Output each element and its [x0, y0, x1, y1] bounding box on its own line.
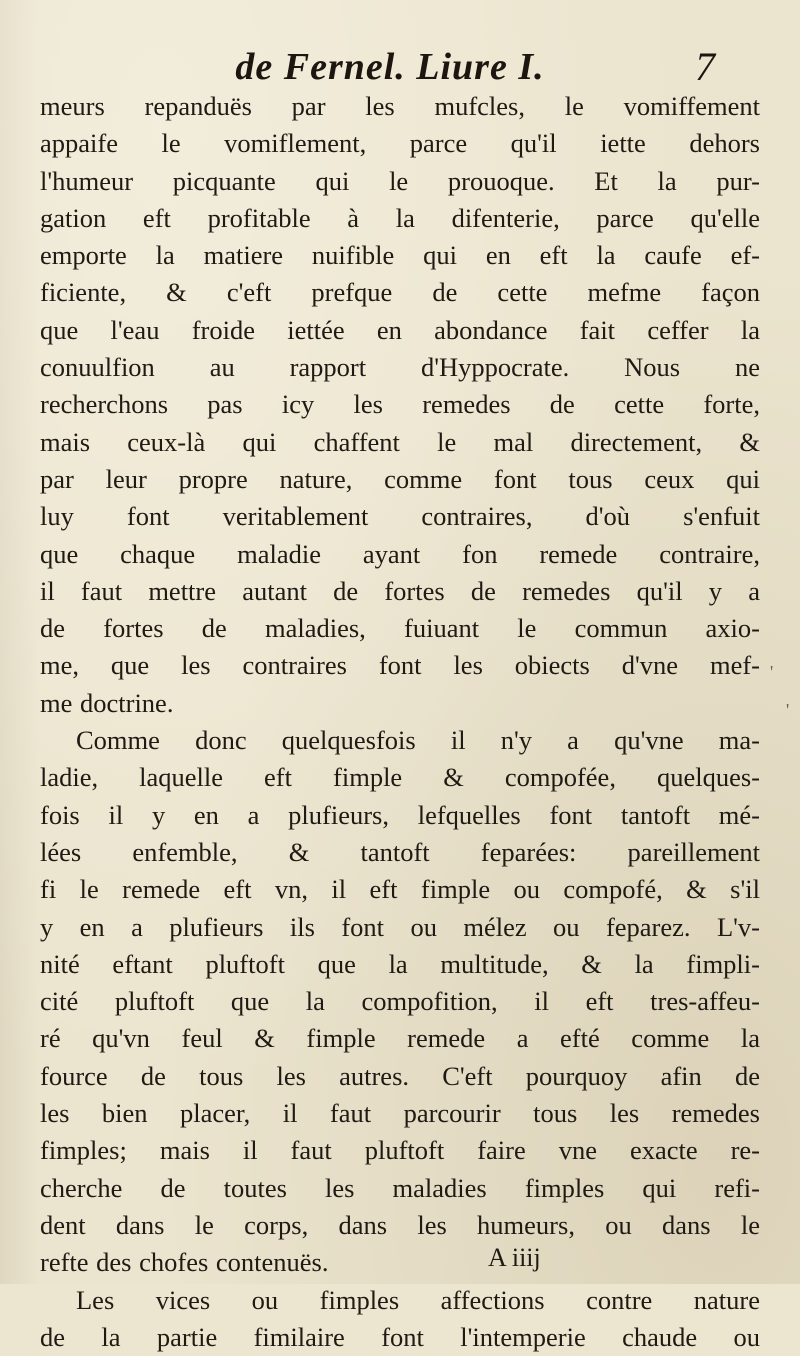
text-line: meurs repanduës par les mufcles, le vomiffement — [40, 91, 760, 121]
paragraph-end-line: refte des chofes contenuës. — [40, 1247, 329, 1278]
text-line: me, que les contraires font les obiects d'vne mef- — [40, 650, 760, 681]
text-line: ladie, laquelle eft fimple & compofée, quelques- — [40, 762, 760, 793]
text-line: appaife le vomiflement, parce qu'il iette dehors — [40, 128, 760, 159]
text-line: cité pluftoft que la compofition, il eft tres-affeu- — [40, 986, 760, 1017]
text-line: luy font veritablement contraires, d'où s'enfuit — [40, 501, 760, 532]
text-line: de la partie fimilaire font l'intemperie chaude ou — [40, 1321, 760, 1352]
paragraph-start-line: Comme donc quelquesfois il n'y a qu'vne ma- — [76, 725, 760, 756]
text-line: les bien placer, il faut parcourir tous les remedes — [40, 1098, 760, 1129]
page-header — [0, 42, 800, 92]
text-line: ré qu'vn feul & fimple remede a efté comme la — [40, 1023, 760, 1054]
text-line: de fortes de maladies, fuiuant le commun axio- — [40, 613, 760, 644]
text-line: fi le remede eft vn, il eft fimple ou compofé, & s'il — [40, 874, 760, 905]
text-line: que l'eau froide iettée en abondance fait ceffer la — [40, 314, 760, 345]
text-line: nité eftant pluftoft que la multitude, & la fimpli- — [40, 948, 760, 979]
text-line: ficiente, & c'eft prefque de cette mefme façon — [40, 277, 760, 308]
text-line: par leur propre nature, comme font tous ceux qui — [40, 463, 760, 494]
margin-speck: ' — [786, 700, 790, 720]
text-line: cherche de toutes les maladies fimples qui refi- — [40, 1172, 760, 1203]
margin-speck: ' — [770, 662, 774, 682]
text-line: recherchons pas icy les remedes de cette forte, — [40, 389, 760, 420]
text-line: il faut mettre autant de fortes de remedes qu'il y a — [40, 575, 760, 606]
signature-line — [0, 1240, 800, 1276]
text-line: y en a plufieurs ils font ou mélez ou feparez. L'v- — [40, 911, 760, 942]
text-line: l'humeur picquante qui le prouoque. Et la pur- — [40, 165, 760, 196]
text-line: emporte la matiere nuifible qui en eft la caufe ef- — [40, 240, 760, 271]
text-line: fois il y en a plufieurs, lefquelles font tantoft mé- — [40, 799, 760, 830]
text-line: mais ceux-là qui chaffent le mal directement, & — [40, 426, 760, 457]
text-line: fimples; mais il faut pluftoft faire vne exacte re- — [40, 1135, 760, 1166]
text-line: conuulfion au rapport d'Hyppocrate. Nous ne — [40, 352, 760, 383]
running-title: de Fernel. Liure I. — [235, 46, 545, 88]
text-line: gation eft profitable à la difenterie, parce qu'elle — [40, 202, 760, 233]
text-line: dent dans le corps, dans les humeurs, ou dans le — [40, 1209, 760, 1240]
text-line: lées enfemble, & tantoft feparées: pareillement — [40, 836, 760, 867]
paragraph-start-line: Les vices ou fimples affections contre nature — [76, 1284, 760, 1315]
body-text — [40, 88, 760, 1356]
text-line: que chaque maladie ayant fon remede contraire, — [40, 538, 760, 569]
paragraph-end-line: me doctrine. — [40, 687, 174, 718]
page-number: 7 — [695, 44, 715, 89]
signature-mark: A iiij — [488, 1243, 541, 1272]
text-line: fource de tous les autres. C'eft pourquoy afin de — [40, 1060, 760, 1091]
